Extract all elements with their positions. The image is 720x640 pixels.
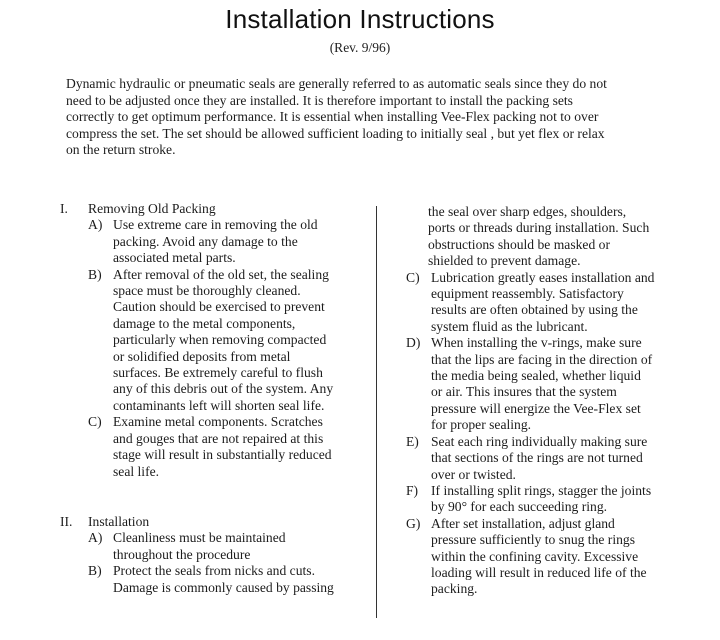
revision-note: (Rev. 9/96) xyxy=(329,40,391,55)
item-line: contaminants left will shorten seal life. xyxy=(113,397,325,413)
item-line: ports or threads during installation. Such xyxy=(428,220,650,236)
list-item xyxy=(406,270,706,336)
item-line: pressure sufficiently to snug the rings xyxy=(431,532,635,548)
section-heading xyxy=(60,514,372,530)
list-item xyxy=(88,267,372,415)
item-line: packing. Avoid any damage to the xyxy=(113,233,298,249)
list-item xyxy=(88,414,372,480)
right-column xyxy=(406,204,706,598)
item-line: packing. xyxy=(431,581,478,597)
intro-line: need to be adjusted once they are installed. It is therefore important to install the packing sets xyxy=(66,92,573,108)
item-text xyxy=(431,434,706,483)
item-letter: A) xyxy=(88,530,103,546)
item-line: Examine metal components. Scratches xyxy=(113,414,323,430)
intro-paragraph xyxy=(66,76,688,159)
item-line: and gouges that are not repaired at this xyxy=(113,430,324,446)
item-line: obstructions should be masked or xyxy=(428,236,610,252)
item-line: damage to the metal components, xyxy=(113,315,296,331)
item-text xyxy=(113,267,372,415)
item-line: over or twisted. xyxy=(431,466,516,482)
section-number: I. xyxy=(60,201,68,216)
item-line: the seal over sharp edges, shoulders, xyxy=(428,204,627,219)
page-title: Installation Instructions xyxy=(225,4,495,34)
intro-line: on the return stroke. xyxy=(66,142,176,158)
item-line: shielded to prevent damage. xyxy=(428,253,581,269)
item-text xyxy=(431,516,706,598)
list-item xyxy=(88,530,372,563)
section-title: Installation xyxy=(88,513,150,529)
item-line: stage will result in substantially reduced xyxy=(113,447,332,463)
item-letter: E) xyxy=(406,433,419,449)
item-line: or solidified deposits from metal xyxy=(113,348,291,364)
item-line: seal life. xyxy=(113,463,160,479)
item-line: that sections of the rings are not turned xyxy=(431,450,643,466)
item-line: Damage is commonly caused by passing xyxy=(113,579,334,595)
continued-text xyxy=(428,204,706,270)
item-line: any of this debris out of the system. Any xyxy=(113,381,334,397)
item-line: After removal of the old set, the sealing xyxy=(113,266,329,282)
item-line: within the confining cavity. Excessive xyxy=(431,548,639,564)
section-spacer xyxy=(60,480,372,514)
item-line: for proper sealing. xyxy=(431,417,532,433)
intro-line: correctly to get optimum performance. It is essential when installing Vee-Flex packing not to over xyxy=(66,109,599,125)
item-line: Lubrication greatly eases installation and xyxy=(431,269,655,285)
item-line: by 90° for each succeeding ring. xyxy=(431,499,608,515)
item-line: the media being sealed, whether liquid xyxy=(431,368,641,384)
section-title: Removing Old Packing xyxy=(88,201,216,216)
item-line: pressure will energize the Vee-Flex set xyxy=(431,400,641,416)
intro-line: Dynamic hydraulic or pneumatic seals are generally referred to as automatic seals since they do not xyxy=(66,76,607,91)
intro-line: compress the set. The set should be allowed sufficient loading to initially seal , but yet flex or relax xyxy=(66,125,605,141)
item-line: that the lips are facing in the direction of xyxy=(431,351,653,367)
item-letter: D) xyxy=(406,335,421,351)
item-line: Cleanliness must be maintained xyxy=(113,530,286,546)
left-column xyxy=(60,201,372,596)
item-line: throughout the procedure xyxy=(113,546,251,562)
item-letter: B) xyxy=(88,563,102,579)
list-item xyxy=(406,335,706,433)
item-line: loading will result in reduced life of the xyxy=(431,564,647,580)
item-line: particularly when removing compacted xyxy=(113,332,327,348)
item-letter: C) xyxy=(406,269,420,285)
item-line: Seat each ring individually making sure xyxy=(431,433,648,449)
item-text xyxy=(431,483,706,516)
item-line: Caution should be exercised to prevent xyxy=(113,299,325,315)
item-letter: F) xyxy=(406,482,419,498)
item-line: associated metal parts. xyxy=(113,250,236,266)
item-line: After set installation, adjust gland xyxy=(431,515,615,531)
list-item xyxy=(406,516,706,598)
section-heading xyxy=(60,201,372,217)
item-line: results are often obtained by using the xyxy=(431,302,638,318)
item-line: system fluid as the lubricant. xyxy=(431,318,588,334)
item-line: surfaces. Be extremely careful to flush xyxy=(113,365,323,381)
list-item xyxy=(88,563,372,596)
list-item xyxy=(406,483,706,516)
item-line: When installing the v-rings, make sure xyxy=(431,335,642,351)
item-text xyxy=(431,335,706,433)
item-line: space must be thoroughly cleaned. xyxy=(113,283,301,299)
item-text xyxy=(431,270,706,336)
item-text xyxy=(113,414,372,480)
item-letter: C) xyxy=(88,414,102,430)
item-line: Protect the seals from nicks and cuts. xyxy=(113,563,315,579)
item-letter: G) xyxy=(406,515,421,531)
item-line: If installing split rings, stagger the joints xyxy=(431,482,652,498)
item-line: or air. This insures that the system xyxy=(431,384,617,400)
item-text xyxy=(113,563,372,596)
section-number: II. xyxy=(60,513,73,529)
item-text xyxy=(113,217,372,266)
column-divider xyxy=(376,206,377,618)
item-letter: A) xyxy=(88,217,103,233)
list-item xyxy=(88,217,372,266)
item-text xyxy=(113,530,372,563)
item-line: equipment reassembly. Satisfactory xyxy=(431,286,624,302)
item-letter: B) xyxy=(88,266,102,282)
item-line: Use extreme care in removing the old xyxy=(113,217,318,233)
list-item xyxy=(406,434,706,483)
